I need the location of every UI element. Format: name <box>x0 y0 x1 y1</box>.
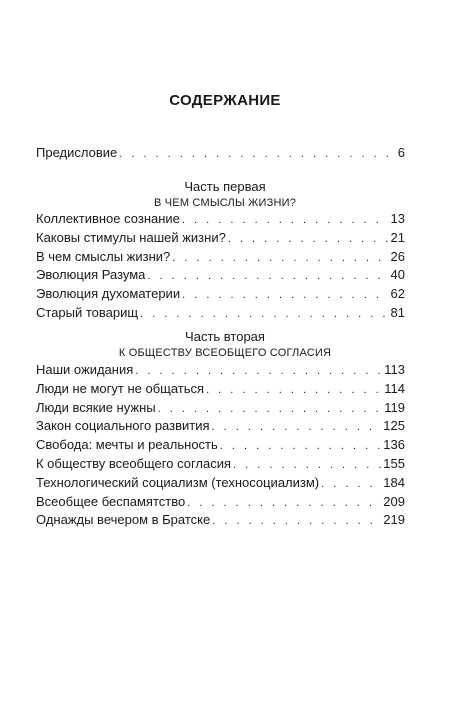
dot-leader <box>228 230 389 249</box>
entry-title: Однажды вечером в Братске <box>36 512 211 528</box>
entry-page: 184 <box>383 474 405 490</box>
dot-leader <box>212 418 382 437</box>
entry-title: Закон социального развития <box>36 418 210 434</box>
entry-title: Технологический социализм (техносоциализм) <box>36 474 320 490</box>
toc-entry <box>36 144 405 163</box>
dot-leader <box>220 437 382 456</box>
entry-page: 40 <box>390 267 405 283</box>
entry-title: Старый товарищ <box>36 304 139 320</box>
dot-leader <box>119 145 396 164</box>
part-name: В ЧЕМ СМЫСЛЫ ЖИЗНИ? <box>153 197 297 209</box>
entry-page: 113 <box>384 362 405 377</box>
toc-entry <box>36 285 405 304</box>
toc-entry <box>36 266 405 285</box>
dot-leader <box>233 456 381 475</box>
dot-leader <box>212 512 381 531</box>
dot-leader <box>321 475 381 494</box>
dot-leader <box>147 267 388 286</box>
entry-page: 6 <box>397 145 405 160</box>
entry-title: Люди не могут не общаться <box>36 380 205 396</box>
entry-page: 155 <box>383 455 405 471</box>
entry-title: Всеобщее беспамятство <box>36 493 186 509</box>
entry-page: 209 <box>383 493 405 509</box>
dot-leader <box>182 286 388 305</box>
entry-title: В чем смыслы жизни? <box>36 248 171 264</box>
entry-page: 21 <box>390 229 405 245</box>
entry-title: Каковы стимулы нашей жизни? <box>36 229 226 245</box>
entry-title: Предисловие <box>36 145 118 160</box>
entry-page: 136 <box>383 437 405 453</box>
dot-leader <box>187 494 381 513</box>
entry-page: 119 <box>384 399 405 415</box>
entry-title: К обществу всеобщего согласия <box>36 455 232 471</box>
entry-title: Эволюция Разума <box>36 267 146 283</box>
entry-title: Эволюция духоматерии <box>36 286 181 302</box>
dot-leader <box>135 362 382 381</box>
toc-entry <box>36 511 405 530</box>
dot-leader <box>182 211 389 230</box>
part-number: Часть вторая <box>185 329 265 344</box>
toc-entry <box>36 361 405 380</box>
page-title: СОДЕРЖАНИЕ <box>169 92 281 109</box>
toc-entry <box>36 399 405 418</box>
entry-title: Наши ожидания <box>36 362 134 377</box>
part-heading <box>0 178 450 211</box>
toc-entry <box>36 229 405 248</box>
dot-leader <box>206 381 382 400</box>
toc-entry <box>36 380 405 399</box>
toc-entry <box>36 304 405 323</box>
entry-title: Коллективное сознание <box>36 211 180 226</box>
toc-entry <box>36 417 405 436</box>
toc-preface <box>36 144 405 163</box>
toc-entry <box>36 248 405 267</box>
entry-title: Свобода: мечты и реальность <box>36 437 218 453</box>
dot-leader <box>172 249 388 268</box>
toc-part2 <box>36 361 405 530</box>
entry-page: 219 <box>383 512 405 528</box>
entry-page: 26 <box>390 248 405 264</box>
part-heading <box>0 328 450 361</box>
entry-page: 81 <box>390 304 405 320</box>
toc-entry <box>36 493 405 512</box>
toc-entry <box>36 474 405 493</box>
dot-leader <box>140 305 388 324</box>
toc-entry <box>36 455 405 474</box>
dot-leader <box>158 400 383 419</box>
entry-page: 62 <box>390 286 405 302</box>
entry-page: 13 <box>390 211 405 226</box>
part-number: Часть первая <box>184 179 266 194</box>
entry-title: Люди всякие нужны <box>36 399 156 415</box>
entry-page: 125 <box>383 418 405 434</box>
entry-page: 114 <box>384 380 405 396</box>
part-name: К ОБЩЕСТВУ ВСЕОБЩЕГО СОГЛАСИЯ <box>118 347 332 359</box>
toc-entry <box>36 436 405 455</box>
toc-part1 <box>36 210 405 323</box>
toc-entry <box>36 210 405 229</box>
